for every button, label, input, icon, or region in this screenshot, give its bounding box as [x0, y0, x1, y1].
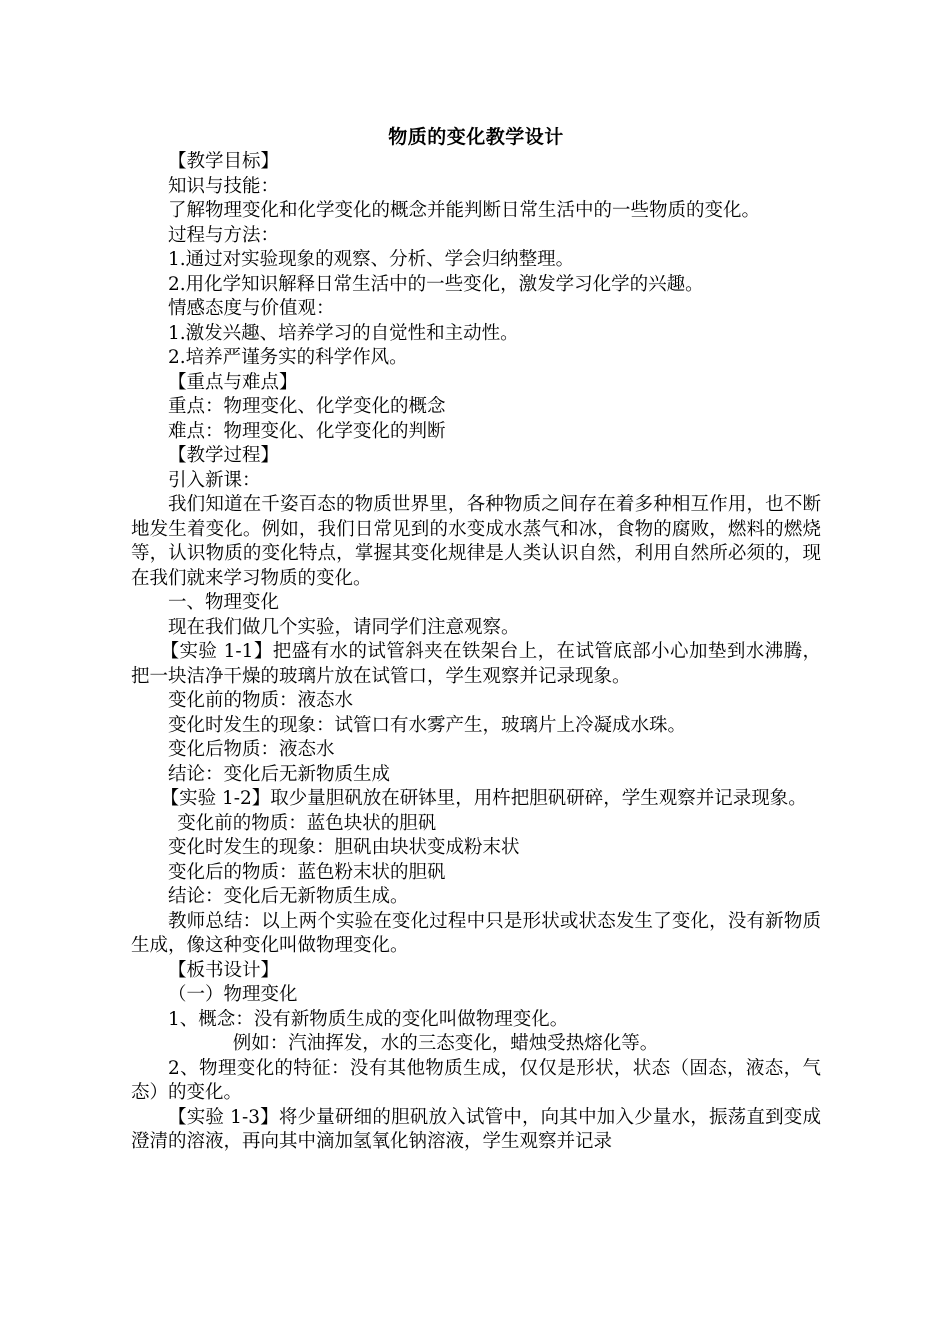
paragraph: 【教学目标】 [168, 151, 280, 172]
paragraph: 1.通过对实验现象的观察、分析、学会归纳整理。 [168, 249, 575, 270]
paragraph: 变化后物质：液态水 [168, 739, 335, 760]
paragraph: 重点：物理变化、化学变化的概念 [168, 396, 446, 417]
paragraph: 变化时发生的现象：试管口有水雾产生，玻璃片上冷凝成水珠。 [168, 714, 687, 736]
paragraph: 【重点与难点】 [168, 371, 298, 393]
paragraph: 【实验 1-1】把盛有水的试管斜夹在铁架台上，在试管底部小心加垫到水沸腾，把一块洁净干燥的玻璃片放在试管口，学生观察并记录现象。 [131, 641, 821, 687]
paragraph: 2、物理变化的特征：没有其他物质生成，仅仅是形状，状态（固态，液态，气态）的变化。 [131, 1057, 821, 1103]
paragraph: 1.激发兴趣、培养学习的自觉性和主动性。 [168, 322, 519, 344]
paragraph: 教师总结：以上两个实验在变化过程中只是形状或状态发生了变化，没有新物质生成，像这种变化叫做物理变化。 [131, 910, 821, 956]
paragraph: 知识与技能： [168, 175, 280, 197]
paragraph: 2.用化学知识解释日常生活中的一些变化，激发学习化学的兴趣。 [168, 273, 704, 295]
document-page [131, 124, 821, 1155]
paragraph: 变化前的物质：液态水 [168, 690, 354, 711]
paragraph: 变化时发生的现象：胆矾由块状变成粉末状 [168, 837, 520, 858]
paragraph: 结论：变化后无新物质生成。 [168, 886, 409, 907]
paragraph: 【实验 1-3】将少量研细的胆矾放入试管中，向其中加入少量水，振荡直到变成澄清的溶液，再向其中滴加氢氧化钠溶液，学生观察并记录 [131, 1106, 821, 1152]
paragraph: 【教学过程】 [168, 445, 280, 466]
paragraph: 我们知道在千姿百态的物质世界里，各种物质之间存在着多种相互作用，也不断地发生着变化。例如，我们日常见到的水变成水蒸气和冰，食物的腐败，燃料的燃烧等，认识物质的变化特点，掌握其变化规律是人类认识自然，利用自然所必须的，现在我们就来学习物质的变化。 [131, 494, 821, 589]
paragraph: 过程与方法： [168, 224, 280, 246]
paragraph: 情感态度与价值观： [168, 298, 335, 319]
paragraph: 难点：物理变化、化学变化的判断 [168, 420, 446, 442]
paragraph: 2.培养严谨务实的科学作风。 [168, 347, 408, 368]
document-body [131, 150, 821, 1155]
paragraph: 一、物理变化 [168, 592, 280, 613]
paragraph: 变化后的物质：蓝色粉末状的胆矾 [168, 861, 446, 883]
document-title: 物质的变化教学设计 [388, 126, 564, 148]
paragraph: 变化前的物质：蓝色块状的胆矾 [177, 812, 437, 834]
paragraph: 1、概念：没有新物质生成的变化叫做物理变化。 [168, 1008, 569, 1030]
paragraph: 了解物理变化和化学变化的概念并能判断日常生活中的一些物质的变化。 [168, 200, 761, 221]
paragraph: 引入新课： [168, 469, 261, 491]
paragraph: （一）物理变化 [168, 984, 298, 1005]
paragraph: 【板书设计】 [168, 959, 280, 981]
paragraph: 【实验 1-2】取少量胆矾放在研钵里，用杵把胆矾研碎，学生观察并记录现象。 [160, 788, 807, 809]
paragraph: 结论：变化后无新物质生成 [168, 763, 391, 785]
paragraph: 例如：汽油挥发，水的三态变化，蜡烛受热熔化等。 [232, 1033, 659, 1054]
paragraph: 现在我们做几个实验，请同学们注意观察。 [168, 616, 520, 638]
